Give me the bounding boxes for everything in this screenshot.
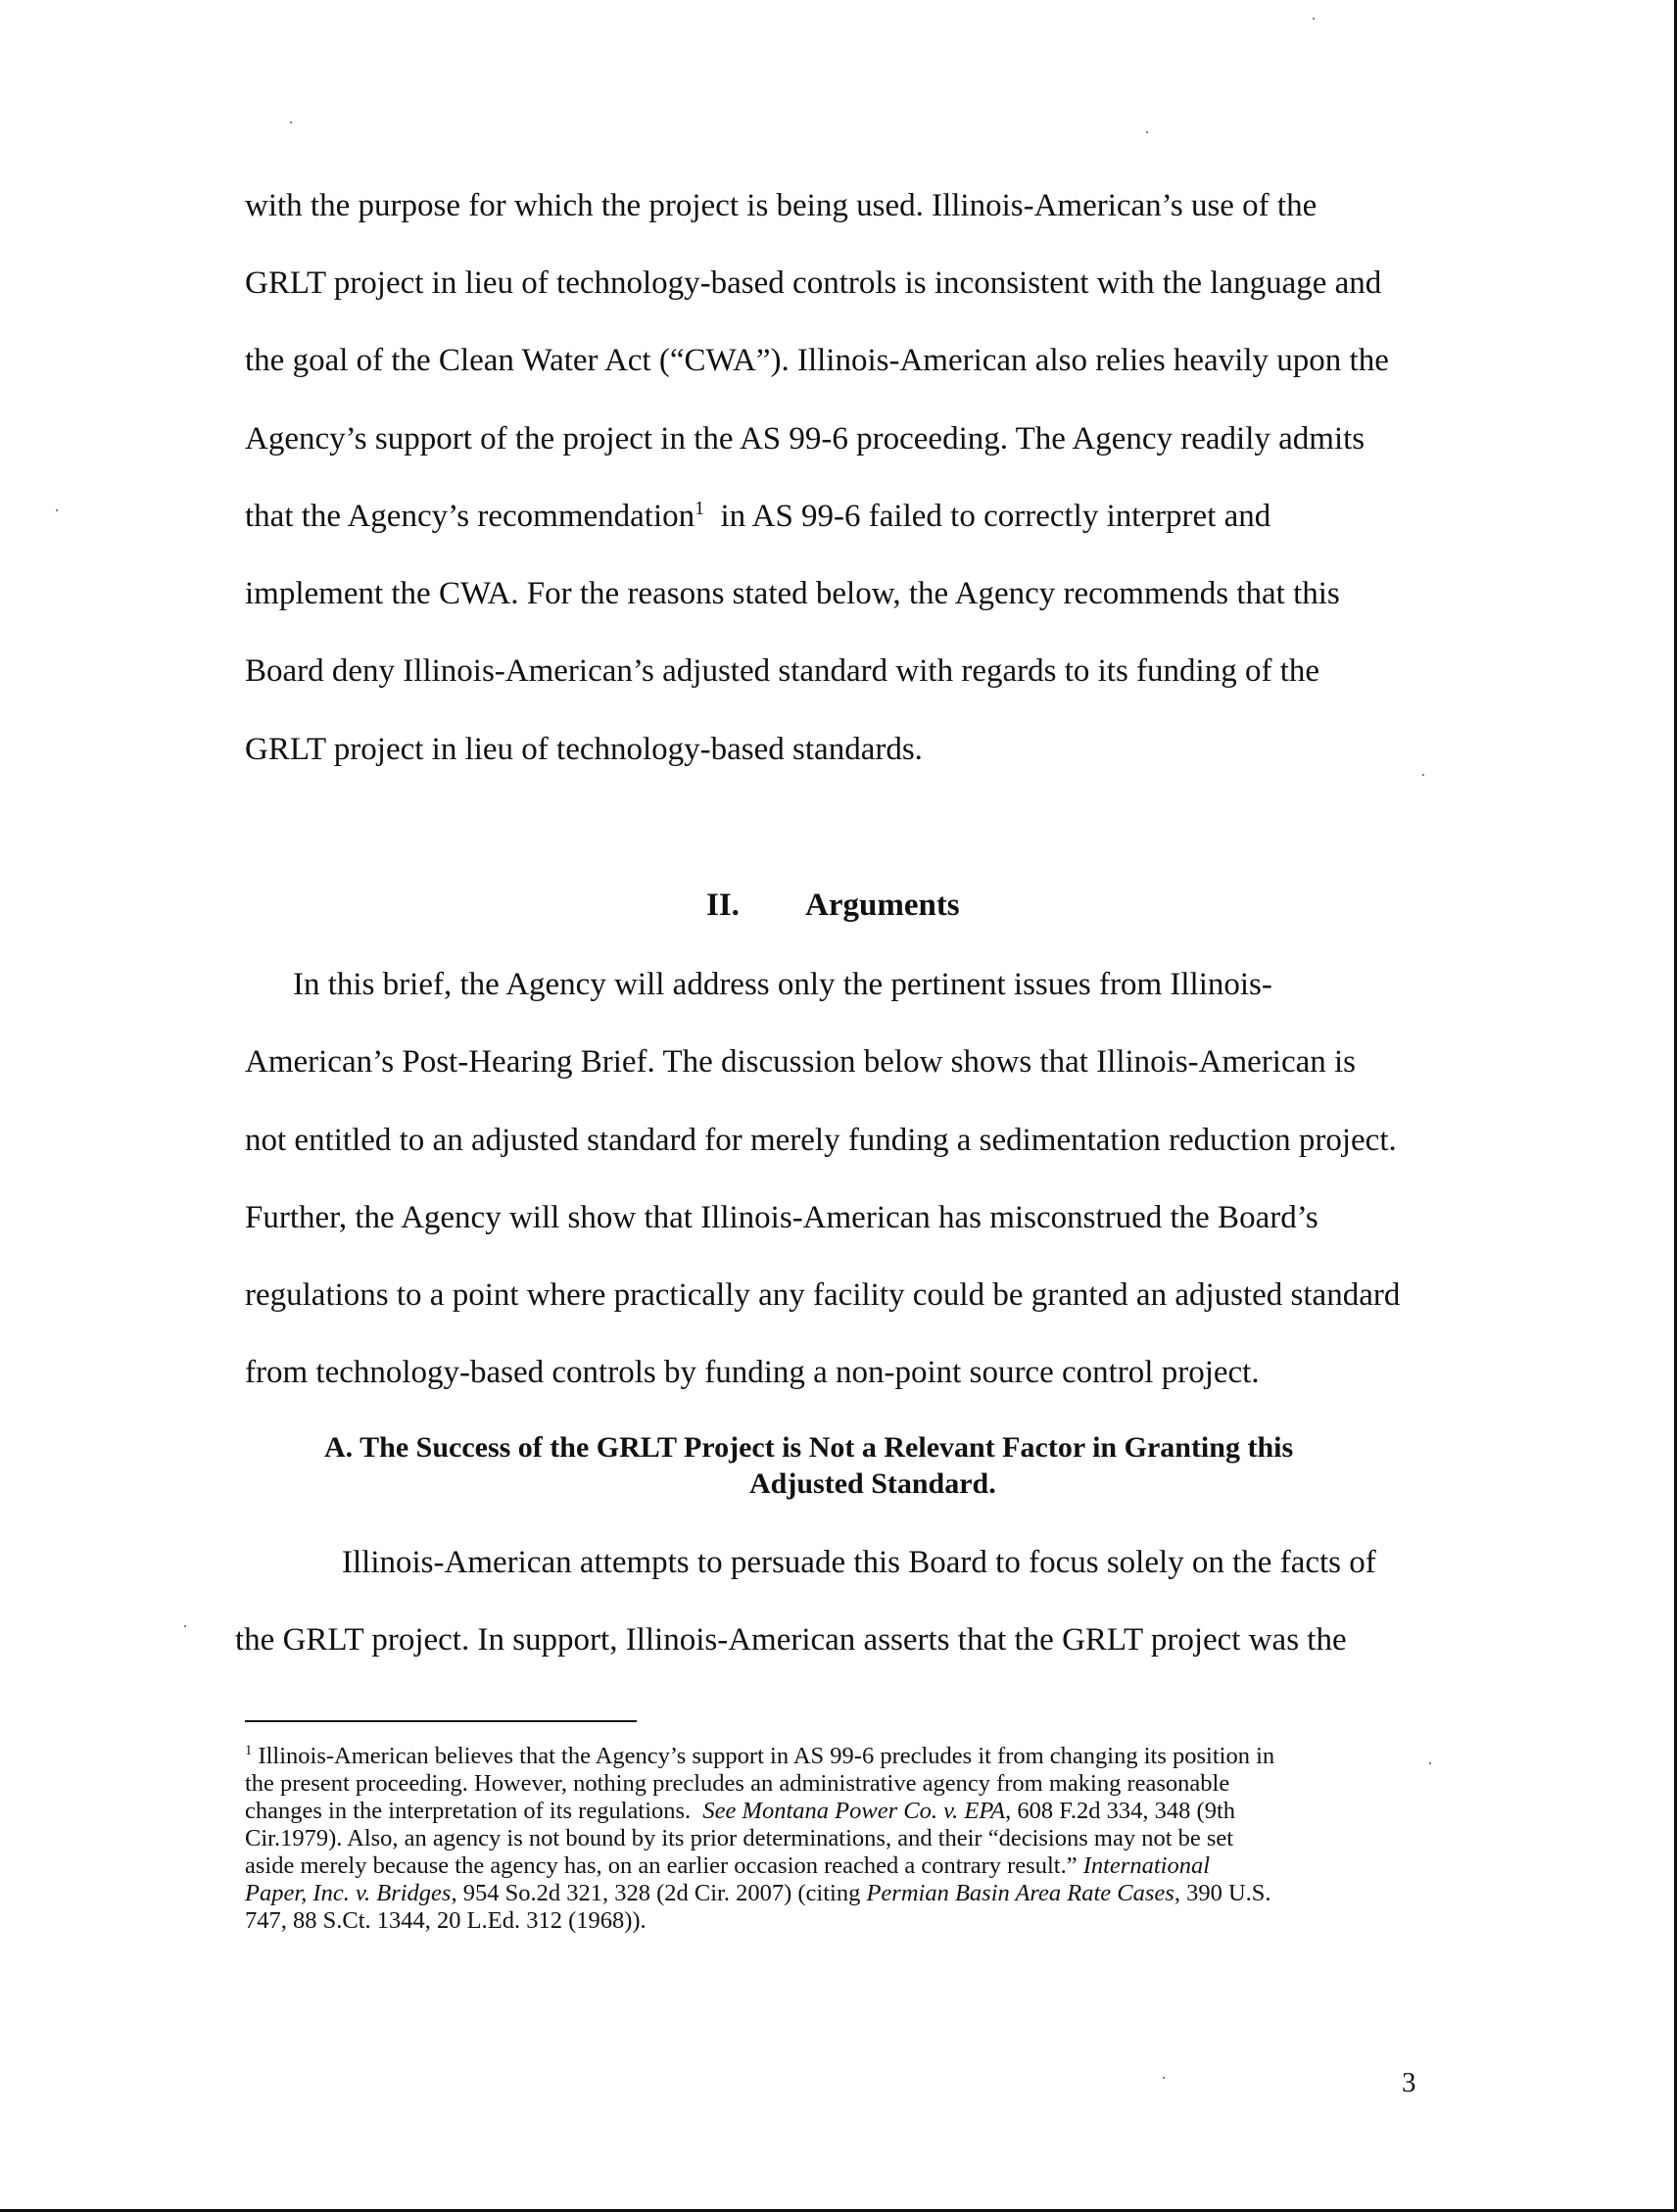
intro-line-4: Agency’s support of the project in the AS 99-6 proceeding. The Agency readily admits xyxy=(245,421,1366,457)
scan-speck xyxy=(1163,2077,1165,2079)
section-line-3: not entitled to an adjusted standard for merely funding a sedimentation reduction project. xyxy=(245,1123,1397,1158)
footnote-line-3 xyxy=(245,1799,1235,1823)
footnote-line-2: the present proceeding. However, nothing precludes an administrative agency from making reasonable xyxy=(245,1770,1230,1797)
intro-line-8: GRLT project in lieu of technology-based standards. xyxy=(245,732,923,767)
footnote-line-4: Cir.1979). Also, an agency is not bound by its prior determinations, and their “decisions may not be set xyxy=(245,1825,1234,1851)
section-line-2: American’s Post-Hearing Brief. The discussion below shows that Illinois-American is xyxy=(245,1044,1357,1080)
scan-speck xyxy=(56,509,58,511)
scan-speck xyxy=(1146,131,1148,133)
section-line-5: regulations to a point where practically any facility could be granted an adjusted standard xyxy=(245,1277,1401,1313)
footnote-line-3-c: , 608 F.2d 334, 348 (9th xyxy=(1005,1798,1236,1824)
intro-line-5 xyxy=(245,497,1270,536)
footnote-line-7: 747, 88 S.Ct. 1344, 20 L.Ed. 312 (1968)). xyxy=(245,1907,647,1934)
intro-line-1: with the purpose for which the project is being used. Illinois-American’s use of the xyxy=(245,188,1318,223)
section-title: Arguments xyxy=(805,888,960,923)
intro-line-3: the goal of the Clean Water Act (“CWA”). Illinois-American also relies heavily upon the xyxy=(245,343,1389,378)
footnote-line-6-d: , 390 U.S. xyxy=(1174,1880,1271,1906)
footnote-line-3-a: changes in the interpretation of its regulations. xyxy=(245,1798,703,1824)
footnote-reference: 1 xyxy=(695,498,705,519)
footnote-line-6-b: , 954 So.2d 321, 328 (2d Cir. 2007) (citing xyxy=(451,1880,867,1906)
footnote-line-1-text: Illinois-American believes that the Agency’s support in AS 99-6 precludes it from changing its position in xyxy=(252,1743,1275,1769)
footnote-citation-permian: Permian Basin Area Rate Cases xyxy=(866,1880,1174,1906)
scan-speck xyxy=(290,121,292,123)
footnote-marker: 1 xyxy=(245,1742,253,1758)
footnote-line-6 xyxy=(245,1881,1271,1905)
footnote-citation-bridges: Paper, Inc. v. Bridges xyxy=(245,1880,452,1906)
page-number: 3 xyxy=(1402,2067,1416,2098)
subsection-title-line-1: A. The Success of the GRLT Project is Not a Relevant Factor in Granting this xyxy=(324,1431,1294,1464)
scan-speck xyxy=(184,1625,186,1627)
footnote-separator xyxy=(245,1720,637,1722)
intro-line-2: GRLT project in lieu of technology-based controls is inconsistent with the language and xyxy=(245,265,1382,301)
subsection-line-1: Illinois-American attempts to persuade this Board to focus solely on the facts of xyxy=(342,1545,1376,1580)
intro-line-5-before: that the Agency’s recommendation xyxy=(245,499,695,534)
section-line-1: In this brief, the Agency will address only the pertinent issues from Illinois- xyxy=(293,967,1272,1002)
section-line-6: from technology-based controls by funding a non-point source control project. xyxy=(245,1355,1260,1390)
subsection-title-line-2: Adjusted Standard. xyxy=(749,1467,996,1500)
subsection-line-2: the GRLT project. In support, Illinois-American asserts that the GRLT project was the xyxy=(235,1622,1347,1658)
scan-speck xyxy=(1422,774,1424,776)
scan-speck xyxy=(1313,18,1315,20)
section-number: II. xyxy=(706,888,740,923)
intro-line-6: implement the CWA. For the reasons stated below, the Agency recommends that this xyxy=(245,576,1340,611)
scan-speck xyxy=(1429,1762,1431,1764)
footnote-line-5-a: aside merely because the agency has, on an earlier occasion reached a contrary result.” xyxy=(245,1852,1083,1879)
footnote-line-5 xyxy=(245,1853,1210,1878)
footnote-citation-montana: See Montana Power Co. v. EPA xyxy=(702,1798,1006,1824)
intro-line-5-after: in AS 99-6 failed to correctly interpret and xyxy=(704,499,1271,534)
footnote-citation-international: International xyxy=(1082,1852,1211,1879)
footnote-line-1 xyxy=(245,1744,1274,1768)
intro-line-7: Board deny Illinois-American’s adjusted standard with regards to its funding of the xyxy=(245,653,1320,689)
section-line-4: Further, the Agency will show that Illinois-American has misconstrued the Board’s xyxy=(245,1200,1318,1235)
